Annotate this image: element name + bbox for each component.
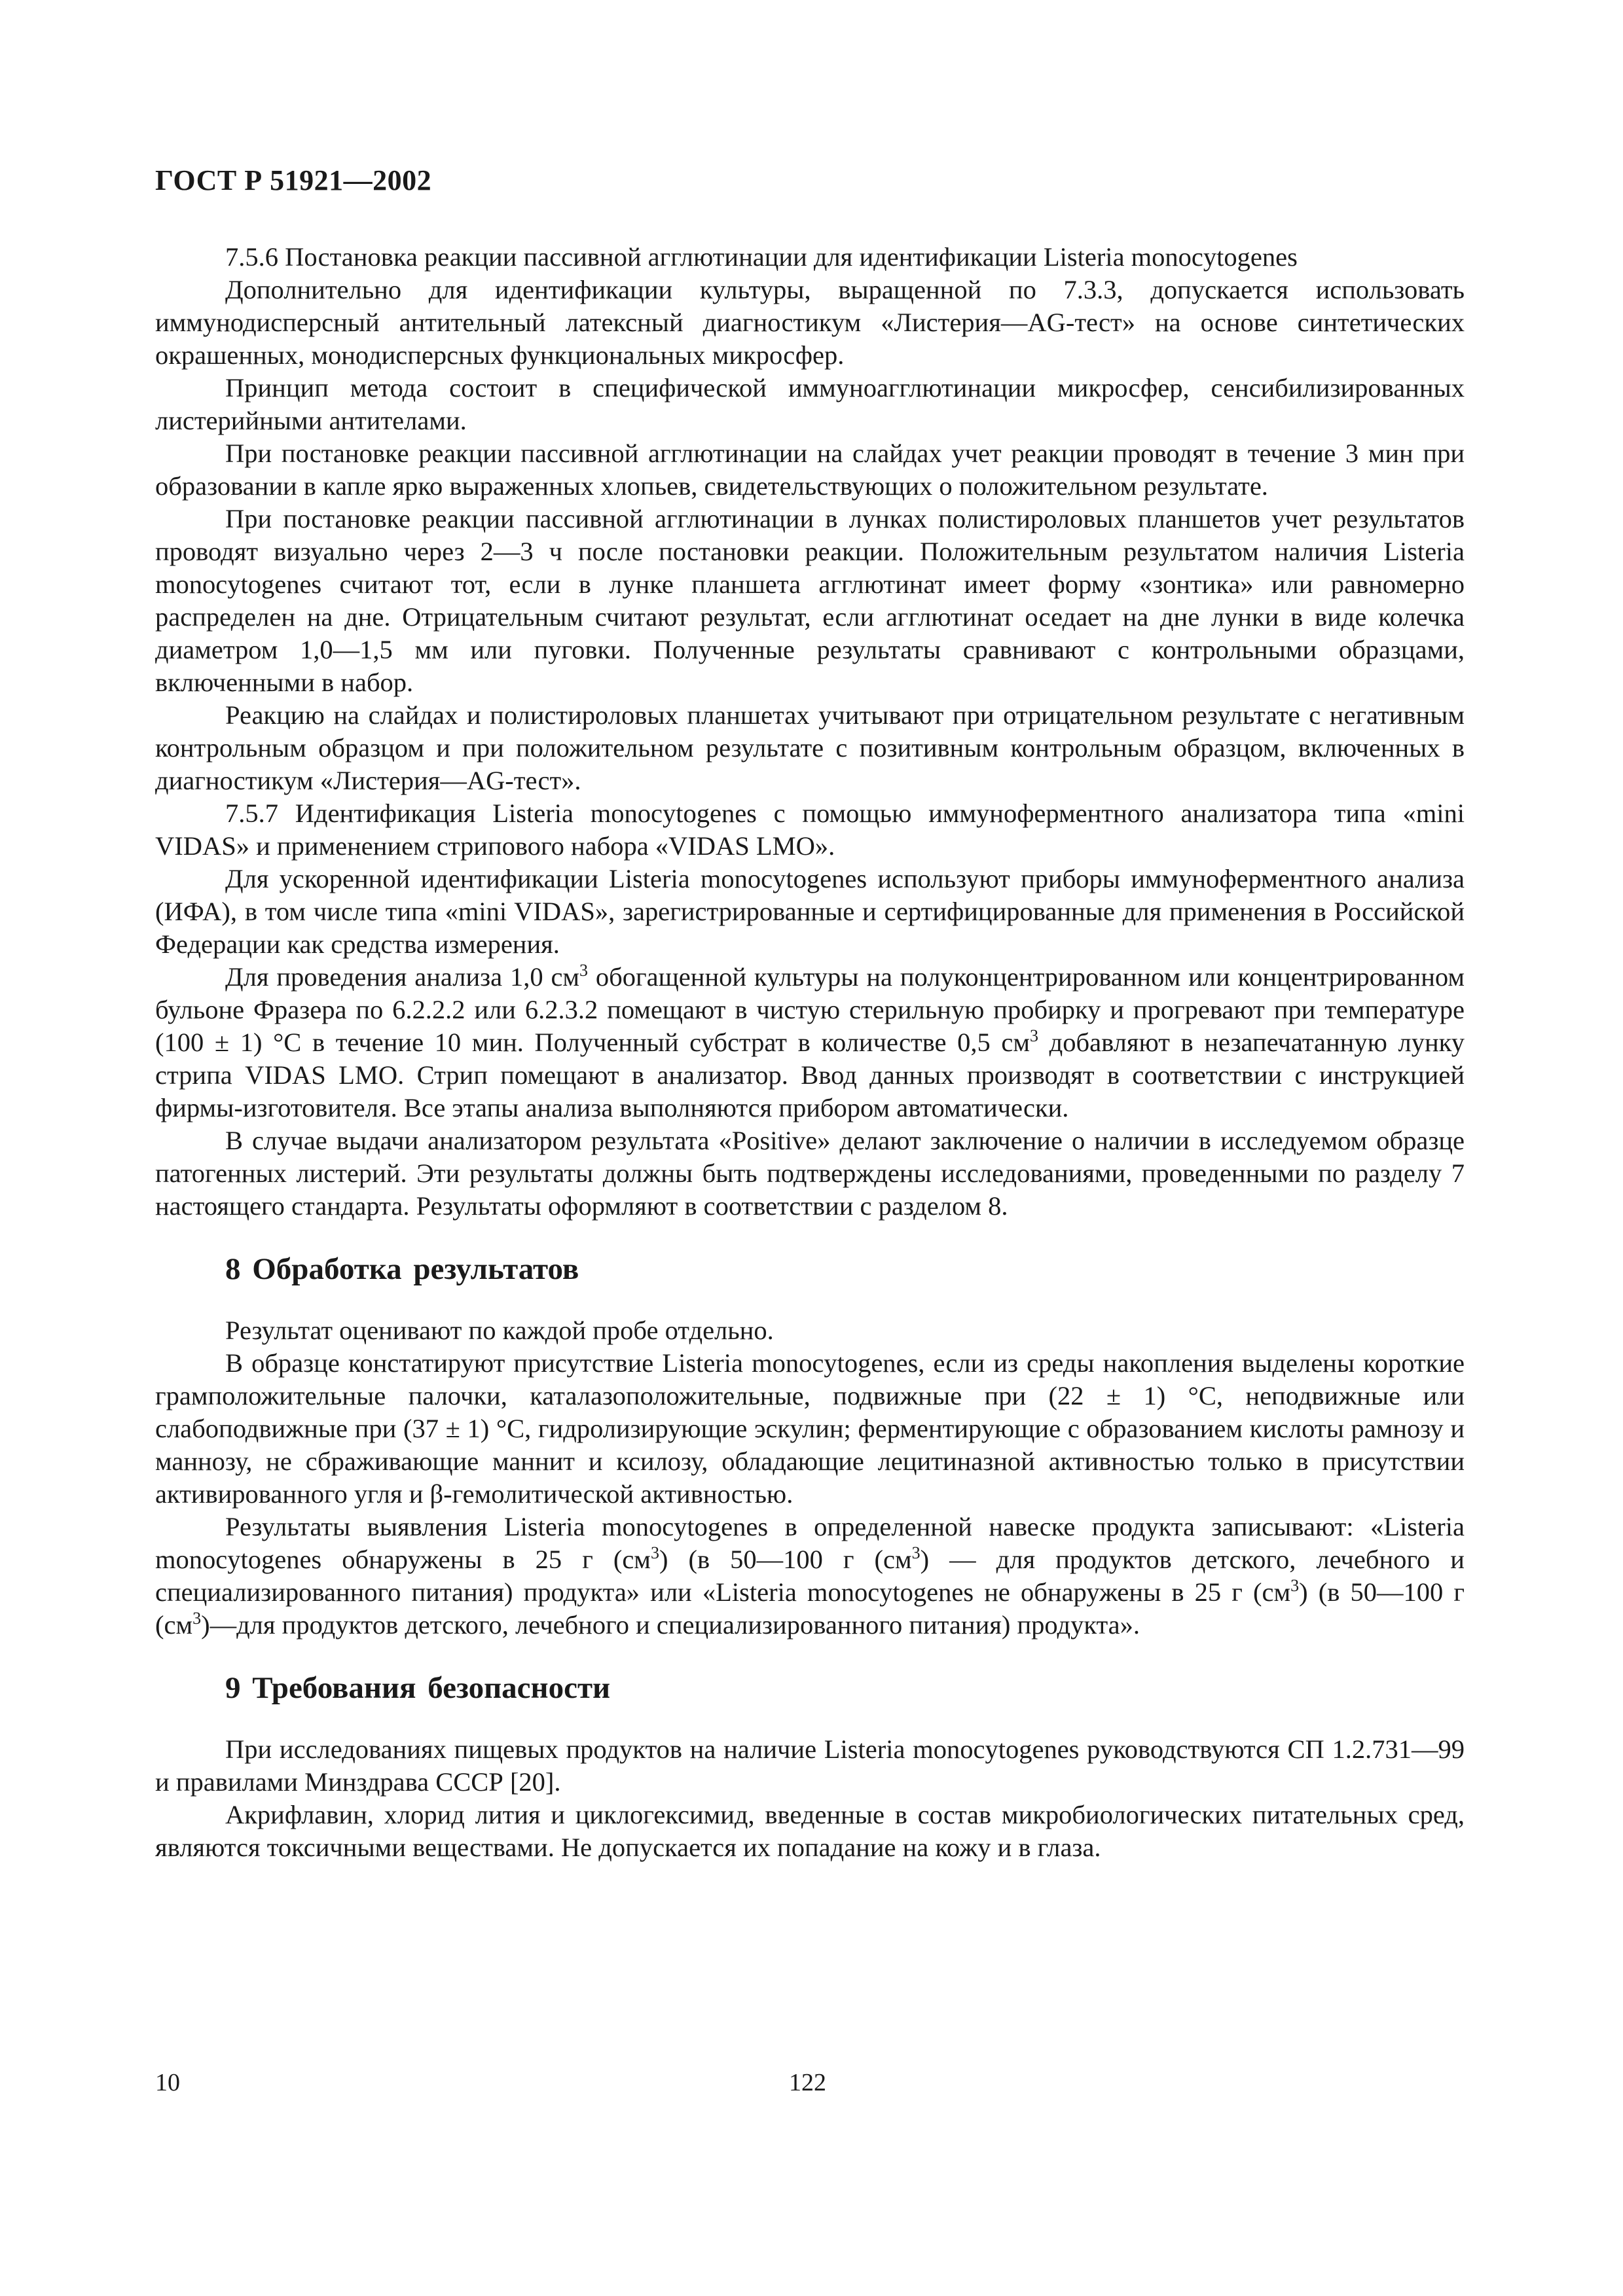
text-run: ) (в 50—100 г (см xyxy=(659,1545,912,1574)
paragraph: В образце констатируют присутствие Listeria monocytogenes, если из среды накопления выделены короткие грамположительные палочки, каталазоположительные, подвижные при (22 ± 1) °C, неподвижные или слабоподвижные при (37 ± 1) °C, гидролизирующие эскулин; ферментирующие с образованием кислоты рамнозу и маннозу, не сбраживающие маннит и ксилозу, обладающие лецитиназной активностью только в присутствии активированного угля и β-гемолитической активностью. xyxy=(155,1348,1465,1509)
superscript: 3 xyxy=(192,1609,202,1628)
superscript: 3 xyxy=(1290,1576,1300,1595)
paragraph: Результат оценивают по каждой пробе отдельно. xyxy=(225,1316,774,1345)
paragraph: 7.5.7 Идентификация Listeria monocytogenes с помощью иммуноферментного анализатора типа «mini VIDAS» и применением стрипового набора «VIDAS LMO». xyxy=(155,798,1465,861)
paragraph: 7.5.6 Постановка реакции пассивной агглютинации для идентификации Listeria monocytogenes xyxy=(225,242,1298,272)
section-heading: 9 Требования безопасности xyxy=(225,1671,611,1705)
paragraph xyxy=(155,961,1465,1124)
document-header: ГОСТ Р 51921—2002 xyxy=(155,164,432,196)
paragraph xyxy=(155,1511,1465,1641)
section-heading: 8 Обработка результатов xyxy=(225,1252,579,1286)
superscript: 3 xyxy=(650,1543,659,1562)
text-run: обогащенной культуры на полуконцентрированном или концентрированном бульоне Фразера по 6.2.2.2 или 6.2.3.2 помещают в чистую стерильную пробирку и прогревают при температуре (100 ± 1) °C в течение 10 мин. Полученный субстрат в количестве 0,5 см xyxy=(155,962,1465,1057)
paragraph: Реакцию на слайдах и полистироловых планшетах учитывают при отрицательном результате с негативным контрольным образцом и при положительном результате с позитивным контрольным образцом, включенных в диагностикум «Листерия—AG-тест». xyxy=(155,700,1465,795)
paragraph: Акрифлавин, хлорид лития и циклогексимид, введенные в состав микробиологических питательных сред, являются токсичными веществами. Не допускается их попадание на кожу и в глаза. xyxy=(155,1800,1465,1862)
document-body xyxy=(155,241,1465,1864)
paragraph: В случае выдачи анализатором результата «Positive» делают заключение о наличии в исследуемом образце патогенных листерий. Эти результаты должны быть подтверждены исследованиями, проведенными по разделу 7 настоящего стандарта. Результаты оформляют в соответствии с разделом 8. xyxy=(155,1126,1465,1221)
sheet-number: 122 xyxy=(789,2069,826,2096)
paragraph: Принцип метода состоит в специфической иммуноагглютинации микросфер, сенсибилизированных листерийными антителами. xyxy=(155,373,1465,435)
paragraph: При исследованиях пищевых продуктов на наличие Listeria monocytogenes руководствуются СП 1.2.731—99 и правилами Минздрава СССР [20]. xyxy=(155,1734,1465,1797)
text-run: ) (в 50—100 г (см xyxy=(155,1577,1465,1640)
text-run: добавляют в незапечатанную лунку стрипа VIDAS LMO. Стрип помещают в анализатор. Ввод данных производят в соответствии с инструкцией фирмы-изготовителя. Все этапы анализа выполняются прибором автоматически. xyxy=(155,1028,1465,1122)
text-run: Результаты выявления Listeria monocytogenes в определенной навеске продукта записывают: «Listeria monocytogenes обнаружены в 25 г (см xyxy=(155,1512,1465,1574)
text-run: )—для продуктов детского, лечебного и специализированного питания) продукта». xyxy=(201,1610,1140,1640)
text-run: ) — для продуктов детского, лечебного и специализированного питания) продукта» или «Listeria monocytogenes не обнаружены в 25 г (см xyxy=(155,1545,1465,1607)
text-run: Для проведения анализа 1,0 см xyxy=(225,962,580,992)
paragraph: При постановке реакции пассивной агглютинации на слайдах учет реакции проводят в течение 3 мин при образовании в капле ярко выраженных хлопьев, свидетельствующих о положительном результате. xyxy=(155,439,1465,501)
paragraph: При постановке реакции пассивной агглютинации в лунках полистироловых планшетов учет результатов проводят визуально через 2—3 ч после постановки реакции. Положительным результатом наличия Listeria monocytogenes считают тот, если в лунке планшета агглютинат имеет форму «зонтика» или равномерно распределен на дне. Отрицательным считают результат, если агглютинат оседает на дне лунки в виде колечка диаметром 1,0—1,5 мм или пуговки. Полученные результаты сравнивают с контрольными образцами, включенными в набор. xyxy=(155,504,1465,697)
paragraph: Дополнительно для идентификации культуры, выращенной по 7.3.3, допускается использовать иммунодисперсный антительный латексный диагностикум «Листерия—AG-тест» на основе синтетических окрашенных, монодисперсных функциональных микросфер. xyxy=(155,275,1465,370)
paragraph: Для ускоренной идентификации Listeria monocytogenes используют приборы иммуноферментного анализа (ИФА), в том числе типа «mini VIDAS», зарегистрированные и сертифицированные для применения в Российской Федерации как средства измерения. xyxy=(155,864,1465,959)
superscript: 3 xyxy=(579,961,589,980)
page-number: 10 xyxy=(155,2069,180,2096)
superscript: 3 xyxy=(1030,1026,1038,1045)
superscript: 3 xyxy=(911,1543,921,1562)
